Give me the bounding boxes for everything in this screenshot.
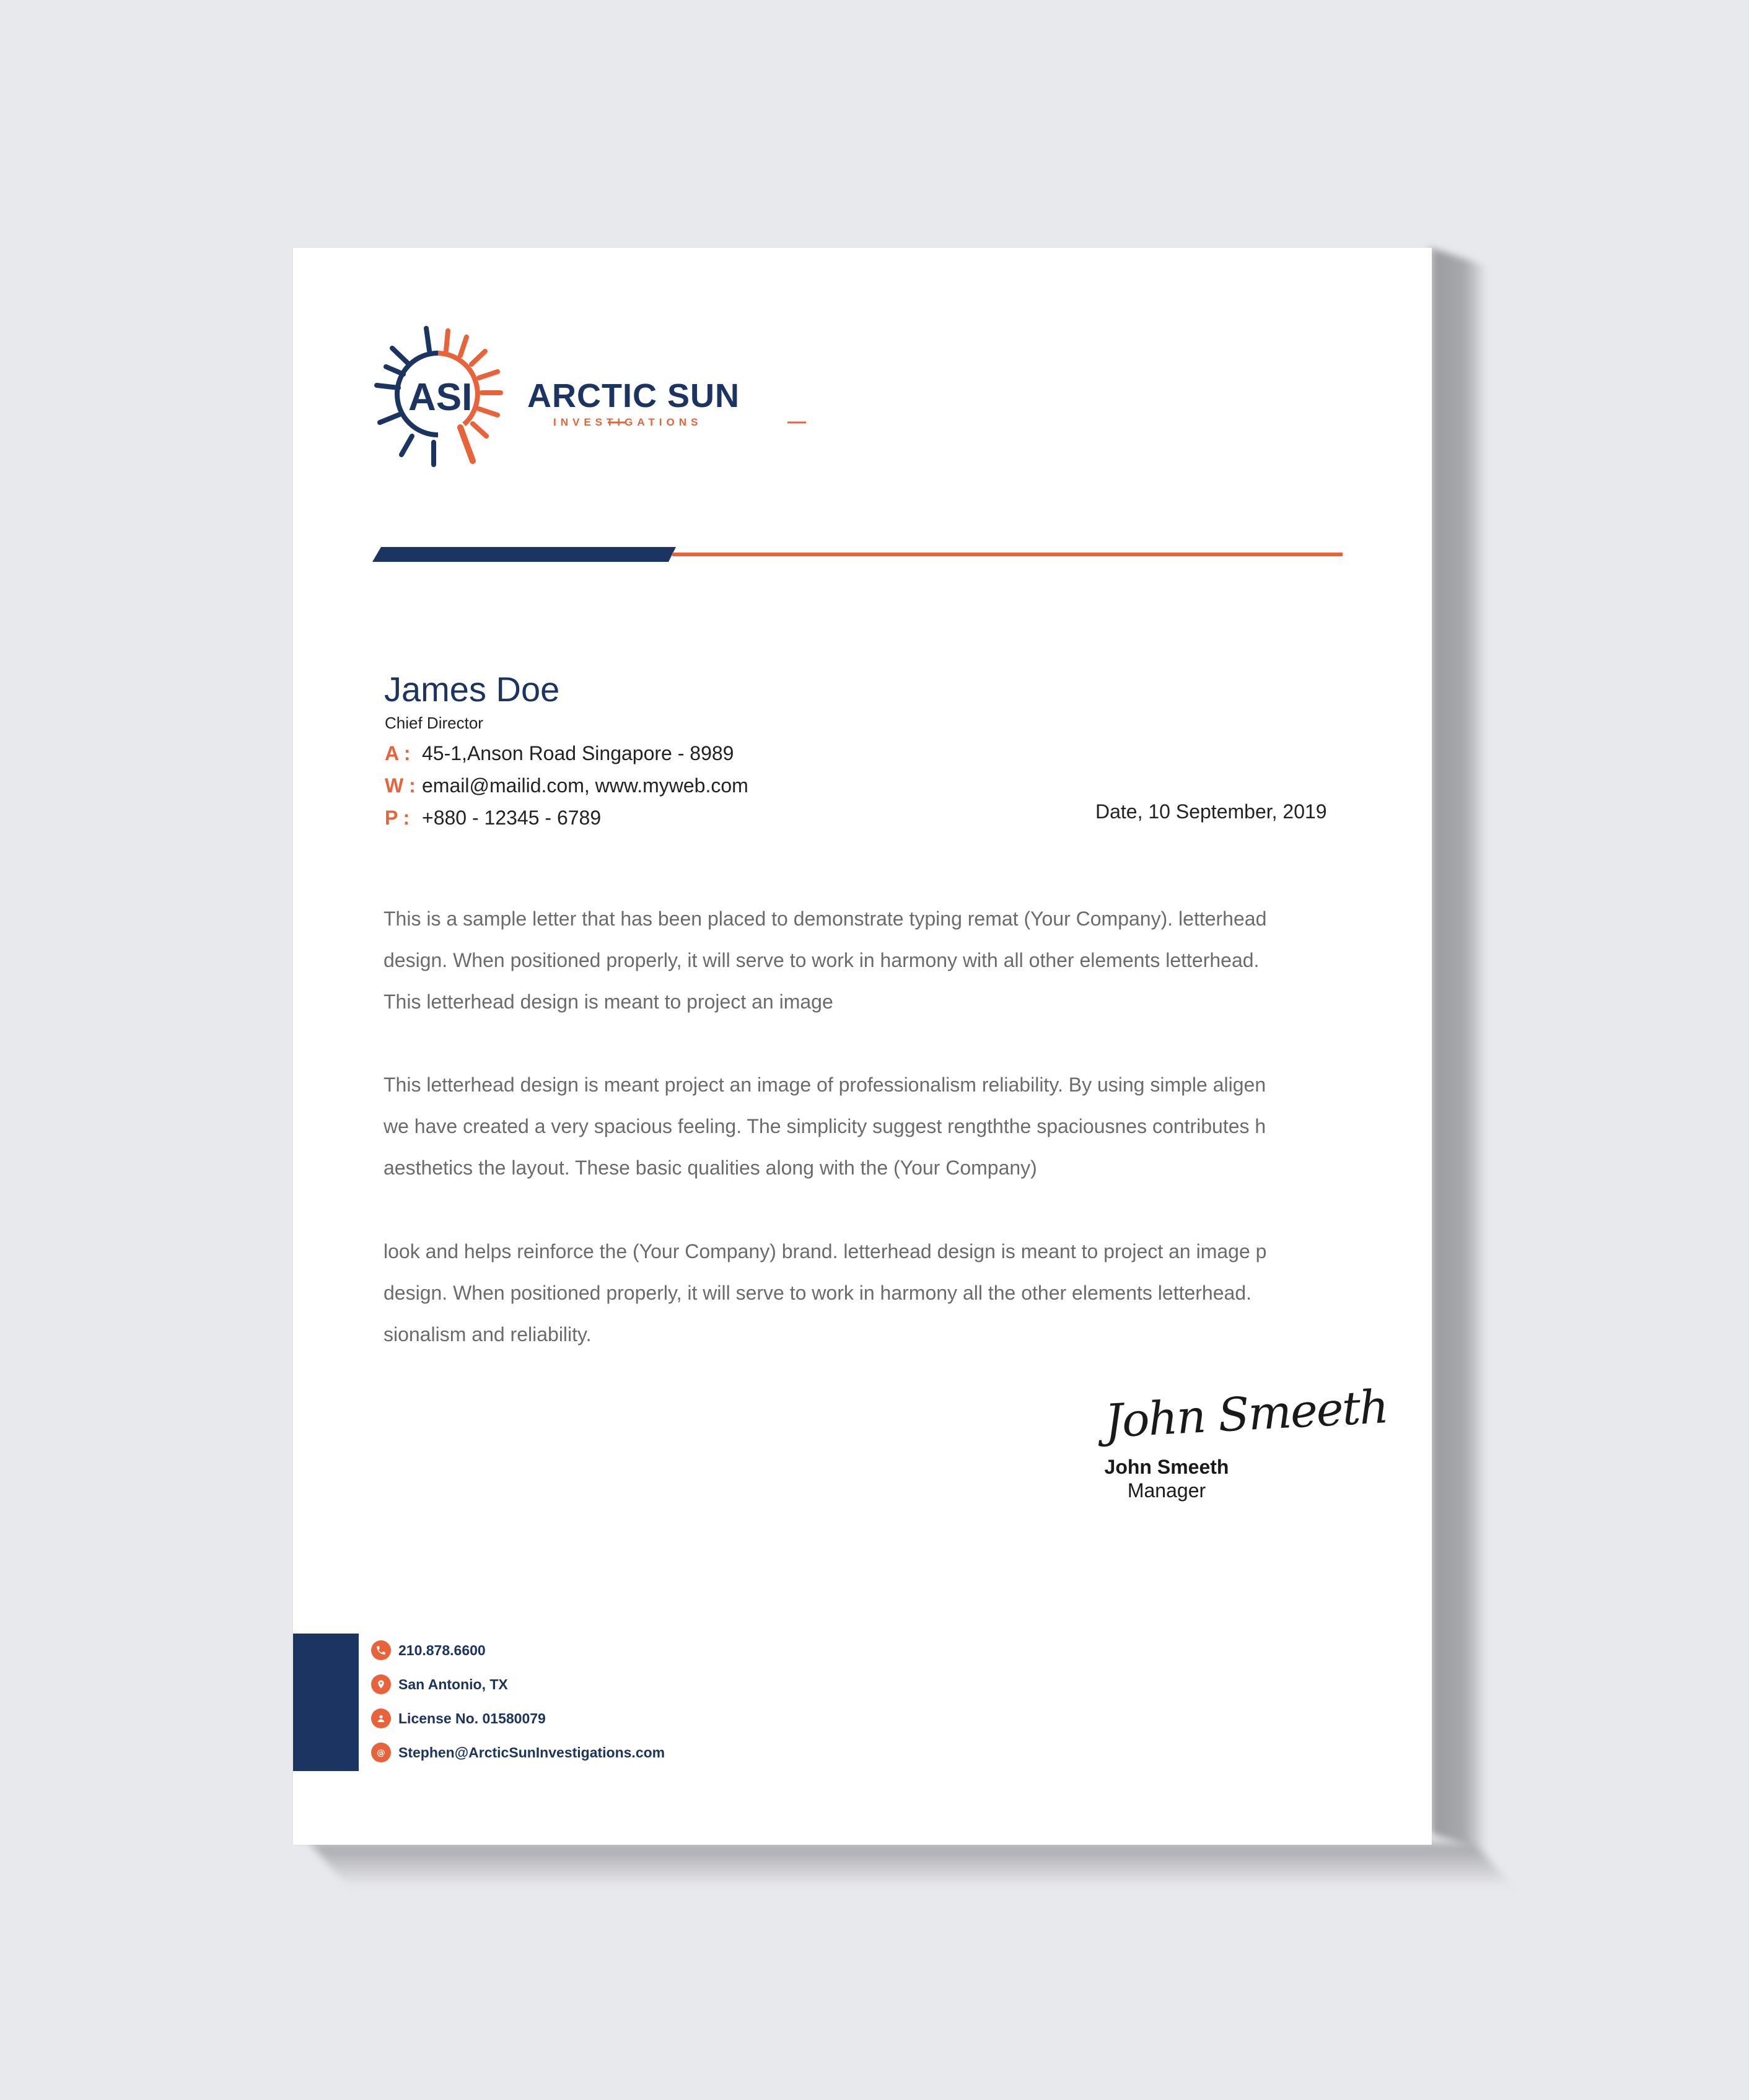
body-line: aesthetics the layout. These basic qualities along with the (Your Company) [384, 1157, 1037, 1179]
body-line: we have created a very spacious feeling. The simplicity suggest rengththe spaciousnes contributes h [384, 1115, 1266, 1137]
header-rule-orange [672, 553, 1343, 556]
page-shadow-bottom [310, 1843, 1511, 1886]
body-paragraph-2 [384, 1064, 1350, 1189]
contact-key: A : [385, 742, 411, 764]
footer-accent-bar [293, 1634, 359, 1771]
svg-text:@: @ [377, 1748, 385, 1758]
signatory-name: John Smeeth [1104, 1456, 1229, 1478]
signatory-role: Manager [1127, 1479, 1206, 1502]
letter-date: Date, 10 September, 2019 [1095, 800, 1327, 823]
contact-key: W : [385, 774, 416, 797]
body-paragraph-1 [384, 898, 1350, 1023]
contact-web [385, 774, 748, 797]
body-line: This letterhead design is meant to project an image [384, 991, 833, 1013]
body-line: sionalism and reliability. [384, 1323, 592, 1345]
location-pin-icon [371, 1674, 391, 1694]
footer-license [371, 1707, 546, 1730]
footer-phone-text: 210.878.6600 [398, 1642, 486, 1658]
body-paragraph-3 [384, 1231, 1350, 1355]
contact-phone [385, 807, 601, 829]
body-line: design. When positioned properly, it will serve to work in harmony with all other elements letterhead. [384, 949, 1260, 971]
footer-location-text: San Antonio, TX [398, 1676, 508, 1692]
footer-email [371, 1741, 665, 1764]
magnifier-handle-icon [460, 427, 473, 461]
header-rule-navy [372, 547, 676, 562]
sender-title: Chief Director [385, 714, 483, 732]
contact-value: 45-1,Anson Road Singapore - 8989 [422, 742, 734, 764]
brand-name: ARCTIC SUN [527, 377, 740, 414]
logo-monogram: ASI [408, 376, 473, 419]
license-icon [371, 1708, 391, 1728]
body-line: This is a sample letter that has been placed to demonstrate typing remat (Your Company). letterhead [384, 908, 1267, 930]
body-line: look and helps reinforce the (Your Company) brand. letterhead design is meant to project an image p [384, 1240, 1267, 1262]
body-line: design. When positioned properly, it will serve to work in harmony all the other elements letterhead. [384, 1282, 1251, 1304]
contact-address [385, 742, 734, 765]
at-sign-icon [371, 1743, 391, 1762]
brand-tagline: INVESTIGATIONS [553, 416, 703, 428]
handwritten-signature: John Smeeth [1103, 1380, 1389, 1448]
phone-icon [371, 1640, 391, 1660]
body-line: This letterhead design is meant project an image of professionalism reliability. By using simple aligen [384, 1074, 1266, 1096]
footer-phone [371, 1639, 486, 1661]
contact-value: email@mailid.com, www.myweb.com [422, 774, 748, 797]
page-shadow-right [1431, 248, 1487, 1852]
sender-name: James Doe [384, 670, 560, 709]
letterhead-page [293, 248, 1432, 1845]
contact-key: P : [385, 807, 410, 829]
footer-email-text: Stephen@ArcticSunInvestigations.com [398, 1744, 665, 1761]
contact-value: +880 - 12345 - 6789 [422, 807, 602, 829]
footer-license-text: License No. 01580079 [398, 1710, 546, 1726]
footer-location [371, 1673, 508, 1695]
